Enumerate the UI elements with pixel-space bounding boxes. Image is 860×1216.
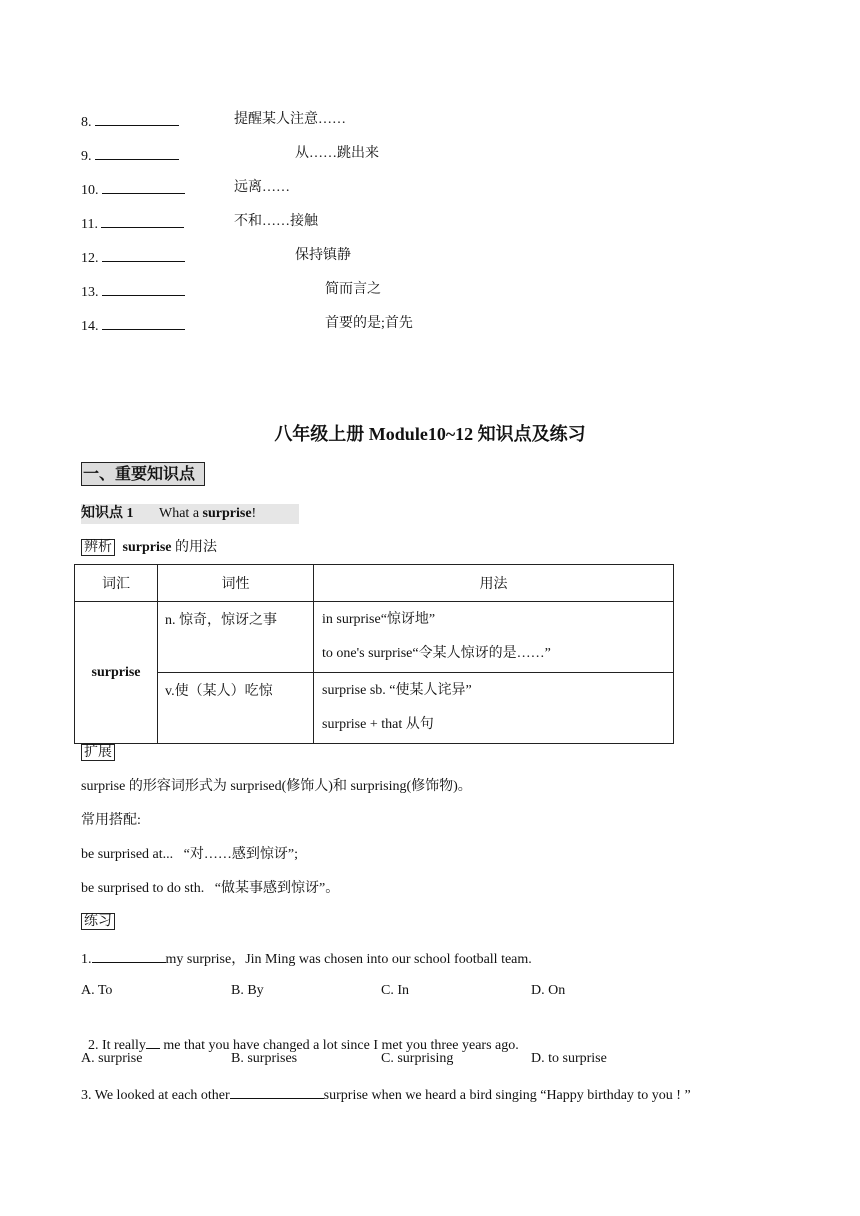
phrase-meaning: 远离…… xyxy=(234,180,290,195)
table-header-cell: 词汇 xyxy=(75,565,158,602)
analysis-word: surprise xyxy=(122,540,172,555)
phrase-meaning: 简而言之 xyxy=(325,282,381,297)
phrase-item xyxy=(81,145,179,166)
knowledge-point-text: What a xyxy=(159,506,203,521)
phrase-item xyxy=(81,247,185,268)
phrase-number: 8. xyxy=(81,115,92,130)
expand-tag: 扩展 xyxy=(81,744,115,761)
option-b[interactable]: B. By xyxy=(231,983,264,998)
question-1 xyxy=(81,948,532,969)
option-a[interactable]: A. surprise xyxy=(81,1051,143,1066)
table-pos-cell: n. 惊奇，惊讶之事 xyxy=(158,602,314,673)
answer-blank[interactable] xyxy=(101,213,184,228)
answer-blank[interactable] xyxy=(102,315,185,330)
phrase-number: 11. xyxy=(81,217,98,232)
table-row xyxy=(75,602,674,673)
answer-blank[interactable] xyxy=(102,247,185,262)
expand-tag-line xyxy=(81,744,115,762)
expand-text: be surprised to do sth. “做某事感到惊讶”。 xyxy=(81,881,340,896)
phrase-item xyxy=(81,111,179,132)
option-c[interactable]: C. In xyxy=(381,983,409,998)
answer-blank[interactable] xyxy=(92,948,166,963)
expand-text: be surprised at... “对……感到惊讶”; xyxy=(81,847,298,862)
usage-line: to one's surprise“令某人惊讶的是……” xyxy=(322,646,551,661)
question-text: my surprise，Jin Ming was chosen into our school football team. xyxy=(165,952,532,967)
knowledge-point-label: 知识点 1 xyxy=(81,506,134,521)
phrase-number: 13. xyxy=(81,285,99,300)
phrase-meaning: 提醒某人注意…… xyxy=(234,112,346,127)
phrase-number: 14. xyxy=(81,319,99,334)
expand-text: 常用搭配: xyxy=(81,813,141,828)
section-heading: 一、重要知识点 xyxy=(81,462,205,486)
answer-blank[interactable] xyxy=(102,281,185,296)
table-usage-cell xyxy=(314,602,674,673)
table-word-cell: surprise xyxy=(75,602,158,744)
expand-text: surprise 的形容词形式为 surprised(修饰人)和 surprising(修饰物)。 xyxy=(81,779,472,794)
table-usage-cell xyxy=(314,673,674,744)
question-text: me that you have changed a lot since I met you three years ago. xyxy=(159,1038,519,1053)
usage-line: in surprise“惊讶地” xyxy=(322,612,436,627)
option-b[interactable]: B. surprises xyxy=(231,1051,298,1066)
table-row xyxy=(75,673,674,744)
knowledge-point-heading xyxy=(81,504,299,524)
analysis-suffix: 的用法 xyxy=(171,540,217,555)
table-header-cell: 词性 xyxy=(158,565,314,602)
question-text: 2. It really xyxy=(88,1038,146,1053)
question-3 xyxy=(81,1084,691,1105)
option-d[interactable]: D. to surprise xyxy=(531,1051,607,1066)
answer-blank[interactable] xyxy=(230,1084,324,1099)
answer-blank[interactable] xyxy=(95,145,179,160)
analysis-line xyxy=(81,539,217,557)
knowledge-point-punct: ! xyxy=(251,506,257,521)
question-number: 1. xyxy=(81,952,92,967)
option-d[interactable]: D. On xyxy=(531,983,566,998)
phrase-meaning: 从……跳出来 xyxy=(295,146,379,161)
option-a[interactable]: A. To xyxy=(81,983,113,998)
phrase-number: 10. xyxy=(81,183,99,198)
answer-blank[interactable] xyxy=(146,1034,160,1049)
answer-blank[interactable] xyxy=(102,179,185,194)
usage-line: surprise + that 从句 xyxy=(322,717,434,732)
phrase-meaning: 不和……接触 xyxy=(234,214,318,229)
phrase-item xyxy=(81,213,184,234)
practice-tag: 练习 xyxy=(81,913,115,930)
phrase-item xyxy=(81,281,185,302)
question-text: surprise when we heard a bird singing “Happy birthday to you ! ” xyxy=(323,1088,691,1103)
phrase-meaning: 首要的是;首先 xyxy=(325,316,413,331)
phrase-item xyxy=(81,179,185,200)
usage-line: surprise sb. “使某人诧异” xyxy=(322,683,472,698)
table-header-row xyxy=(75,565,674,602)
practice-tag-line xyxy=(81,913,115,931)
knowledge-point-keyword: surprise xyxy=(202,506,252,521)
answer-blank[interactable] xyxy=(95,111,179,126)
page-title: 八年级上册 Module10~12 知识点及练习 xyxy=(274,424,586,444)
analysis-tag: 辨析 xyxy=(81,539,115,556)
phrase-item xyxy=(81,315,185,336)
vocab-table xyxy=(74,564,674,744)
phrase-meaning: 保持镇静 xyxy=(295,248,351,263)
table-pos-cell: v.使（某人）吃惊 xyxy=(158,673,314,744)
question-text: 3. We looked at each other xyxy=(81,1088,230,1103)
phrase-number: 9. xyxy=(81,149,92,164)
table-header-cell: 用法 xyxy=(314,565,674,602)
phrase-number: 12. xyxy=(81,251,99,266)
option-c[interactable]: C. surprising xyxy=(381,1051,454,1066)
